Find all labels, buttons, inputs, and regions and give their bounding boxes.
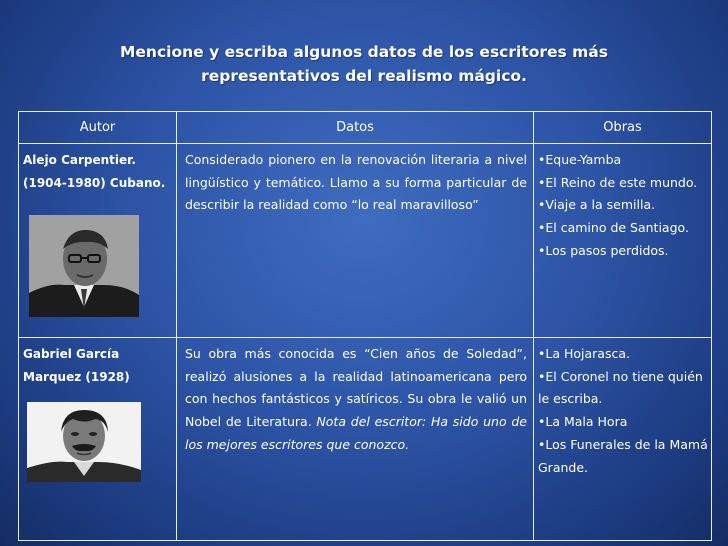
list-item: •El Reino de este mundo.: [538, 174, 698, 190]
list-item: •Eque-Yamba: [538, 152, 622, 167]
header-obras: Obras: [603, 120, 642, 135]
header-autor: Autor: [79, 120, 116, 135]
portrait-photo-carpentier: [29, 215, 139, 317]
datos-cell: Considerado pionero en la renovación literaria a nivel lingüístico y temático. Llamo a su forma particular de describir la realidad como “lo real maravilloso”: [185, 152, 527, 213]
list-item: •La Hojarasca.: [538, 346, 630, 361]
list-item: •Los Funerales de la Mamá Grande.: [538, 436, 708, 475]
author-name: Gabriel García: [23, 347, 120, 361]
author-cell: [23, 343, 175, 388]
list-item: •El Coronel no tiene quién le escriba.: [538, 368, 703, 407]
datos-cell: [185, 343, 527, 457]
obras-list: [538, 343, 708, 479]
list-item: •La Mala Hora: [538, 414, 628, 430]
slide-title-line1: Mencione y escriba algunos datos de los escritores más: [120, 43, 608, 61]
writers-table: [18, 111, 712, 541]
column-divider: [533, 112, 534, 540]
row-divider: [19, 337, 711, 338]
obras-cell: [538, 149, 708, 263]
list-item: •Los pasos perdidos.: [538, 242, 669, 258]
author-dates: Marquez (1928): [23, 369, 130, 384]
list-item: •Viaje a la semilla.: [538, 197, 656, 213]
slide-title-line2: representativos del realismo mágico.: [201, 67, 527, 85]
header-divider: [19, 143, 711, 144]
author-cell: [23, 149, 175, 194]
datos-text: Su obra más conocida es “Cien años de Soledad”, realizó alusiones a la realidad latinoamericana pero con hechos fantásticos y satíricos. Su obra le valió un Nobel de Literatura.: [185, 346, 527, 430]
portrait-photo-garcia-marquez: [27, 402, 141, 482]
datos-note: Nota del escritor: Ha sido uno de los mejores escritores que conozco.: [185, 414, 527, 452]
obras-cell: [538, 343, 708, 479]
column-divider: [176, 112, 177, 540]
obras-list: [538, 149, 708, 263]
slide-title: [0, 40, 728, 88]
author-name: Alejo Carpentier.: [23, 153, 136, 167]
author-dates: (1904-1980) Cubano.: [23, 175, 166, 190]
header-datos: Datos: [336, 120, 374, 135]
list-item: •El camino de Santiago.: [538, 220, 689, 236]
